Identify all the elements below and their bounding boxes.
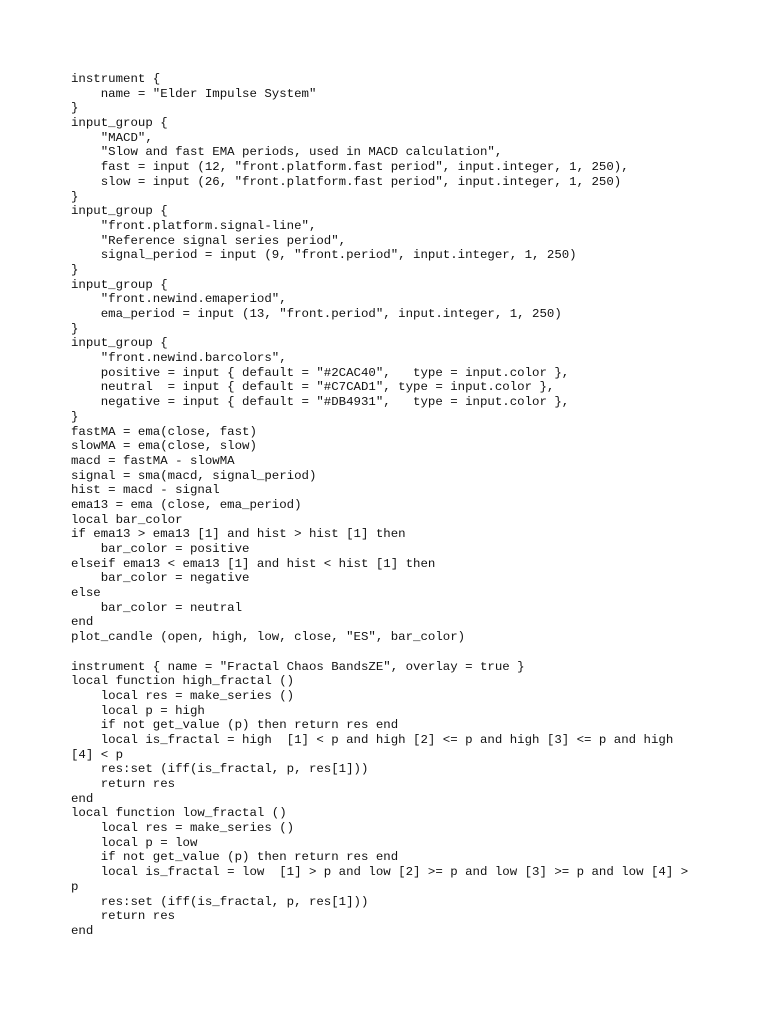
- code-line: }: [71, 101, 79, 116]
- code-line: instrument {: [71, 72, 161, 86]
- code-line: [4] < p: [71, 747, 124, 762]
- code-line: macd = fastMA - slowMA: [71, 453, 235, 468]
- code-line: negative = input { default = "#DB4931", type = input.color },: [71, 395, 570, 410]
- code-line: ema13 = ema (close, ema_period): [71, 497, 302, 512]
- code-line: end: [71, 791, 94, 806]
- code-line: ema_period = input (13, "front.period", input.integer, 1, 250): [71, 307, 562, 321]
- code-line: slow = input (26, "front.platform.fast period", input.integer, 1, 250): [71, 174, 622, 189]
- code-line: "Reference signal series period",: [71, 233, 347, 248]
- code-line: local bar_color: [71, 512, 183, 527]
- code-line: instrument { name = "Fractal Chaos BandsZE", overlay = true }: [71, 659, 525, 674]
- code-line: bar_color = neutral: [71, 600, 243, 615]
- code-line: "front.newind.barcolors",: [71, 351, 287, 366]
- code-line: signal = sma(macd, signal_period): [71, 468, 317, 483]
- code-line: local res = make_series (): [71, 688, 295, 703]
- code-line: local res = make_series (): [71, 821, 295, 836]
- code-line: end: [71, 923, 94, 938]
- code-line: neutral = input { default = "#C7CAD1", type = input.color },: [71, 380, 555, 395]
- code-line: "MACD",: [71, 130, 153, 145]
- code-line: bar_color = positive: [71, 542, 250, 556]
- code-line: }: [71, 321, 79, 336]
- code-line: local function low_fractal (): [71, 806, 287, 821]
- code-line: positive = input { default = "#2CAC40", type = input.color },: [71, 365, 570, 380]
- code-line: p: [71, 879, 79, 894]
- code-line: "front.newind.emaperiod",: [71, 292, 287, 307]
- code-line: input_group {: [71, 336, 168, 351]
- code-line: "Slow and fast EMA periods, used in MACD calculation",: [71, 145, 503, 160]
- code-line: elseif ema13 < ema13 [1] and hist < hist [1] then: [71, 556, 436, 571]
- code-line: bar_color = negative: [71, 571, 250, 586]
- code-line: "front.platform.signal-line",: [71, 218, 317, 233]
- code-line: local p = high: [71, 703, 205, 718]
- code-line: if ema13 > ema13 [1] and hist > hist [1] then: [71, 527, 406, 542]
- code-line: plot_candle (open, high, low, close, "ES", bar_color): [71, 630, 466, 645]
- code-line: res:set (iff(is_fractal, p, res[1])): [71, 894, 369, 909]
- code-line: fast = input (12, "front.platform.fast period", input.integer, 1, 250),: [71, 160, 629, 175]
- code-line: if not get_value (p) then return res end: [71, 850, 399, 865]
- code-line: slowMA = ema(close, slow): [71, 439, 257, 454]
- code-line: end: [71, 615, 94, 630]
- code-line: name = "Elder Impulse System": [71, 86, 317, 101]
- code-line: if not get_value (p) then return res end: [71, 718, 399, 733]
- code-line: res:set (iff(is_fractal, p, res[1])): [71, 762, 369, 777]
- code-line: input_group {: [71, 116, 168, 131]
- code-line: local is_fractal = high [1] < p and high [2] <= p and high [3] <= p and high: [71, 732, 674, 747]
- code-line: return res: [71, 777, 176, 791]
- code-line: else: [71, 586, 101, 601]
- code-line: input_group {: [71, 204, 168, 219]
- code-line: }: [71, 409, 79, 424]
- code-line: local function high_fractal (): [71, 674, 295, 689]
- code-listing: [71, 72, 711, 939]
- code-line: return res: [71, 909, 176, 924]
- code-line: }: [71, 189, 79, 204]
- code-line: }: [71, 262, 79, 277]
- code-line: signal_period = input (9, "front.period", input.integer, 1, 250): [71, 248, 577, 263]
- code-line: hist = macd - signal: [71, 483, 220, 498]
- code-line: [71, 645, 711, 660]
- code-line: input_group {: [71, 277, 168, 292]
- code-line: fastMA = ema(close, fast): [71, 424, 257, 439]
- code-line: local p = low: [71, 835, 198, 850]
- code-line: local is_fractal = low [1] > p and low [2] >= p and low [3] >= p and low [4] >: [71, 865, 689, 880]
